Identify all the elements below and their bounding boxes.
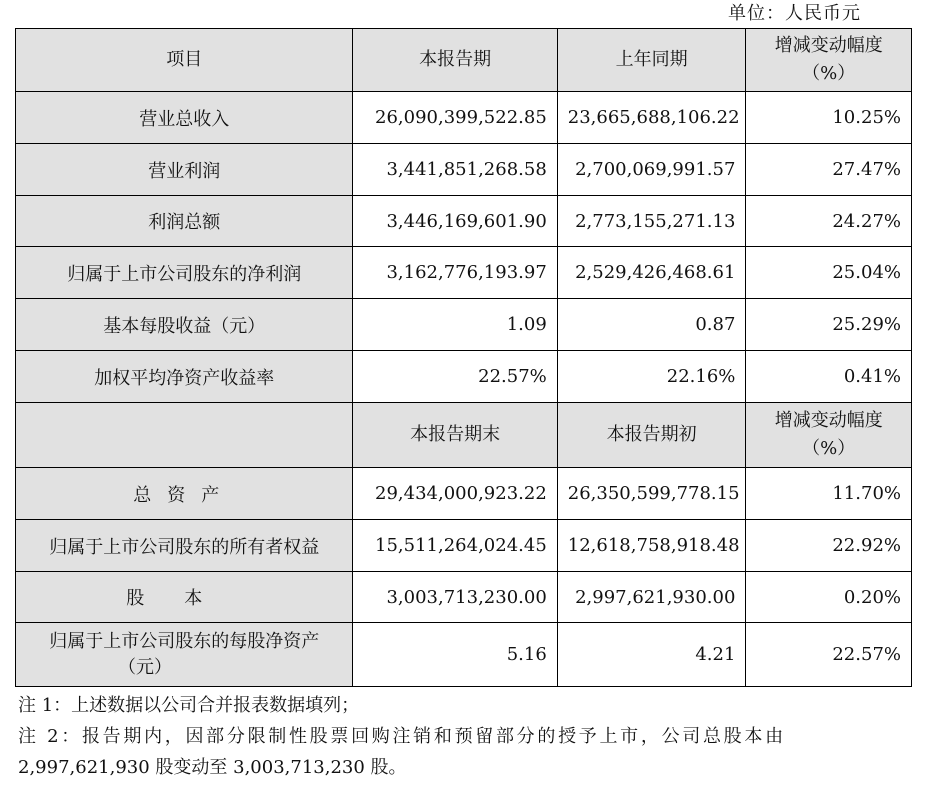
header-change <box>746 29 912 92</box>
prior-value: 22.16% <box>557 351 746 403</box>
change-value: 27.47% <box>746 144 912 196</box>
table-header-row <box>16 29 912 92</box>
row-label-text: 股本 <box>126 588 243 609</box>
current-value: 1.09 <box>353 299 557 351</box>
row-label: 营业利润 <box>16 144 353 196</box>
change-value: 25.29% <box>746 299 912 351</box>
prior-value: 23,665,688,106.22 <box>557 92 746 144</box>
end-value: 29,434,000,923.22 <box>353 468 557 520</box>
change-value: 11.70% <box>746 468 912 520</box>
row-label <box>16 572 353 623</box>
header-current-period: 本报告期 <box>353 29 557 92</box>
table-row <box>16 520 912 572</box>
end-value: 5.16 <box>353 623 557 687</box>
row-label: 加权平均净资产收益率 <box>16 351 353 403</box>
end-value: 15,511,264,024.45 <box>353 520 557 572</box>
begin-value: 12,618,758,918.48 <box>557 520 746 572</box>
row-label: 归属于上市公司股东的净利润 <box>16 247 353 299</box>
change-value: 24.27% <box>746 196 912 247</box>
row-label-line2: （元） <box>118 656 172 678</box>
row-label-line1: 归属于上市公司股东的每股净资产 <box>49 630 320 652</box>
table-row <box>16 623 912 687</box>
end-value: 3,003,713,230.00 <box>353 572 557 623</box>
table-row <box>16 196 912 247</box>
begin-value: 26,350,599,778.15 <box>557 468 746 520</box>
change-value: 0.41% <box>746 351 912 403</box>
row-label <box>16 468 353 520</box>
current-value: 3,446,169,601.90 <box>353 196 557 247</box>
header-change-line2: （%） <box>802 63 856 84</box>
subheader-change-line2: （%） <box>802 438 856 459</box>
change-value: 0.20% <box>746 572 912 623</box>
current-value: 3,441,851,268.58 <box>353 144 557 196</box>
subheader-change-line1: 增减变动幅度 <box>774 410 883 431</box>
header-change-line1: 增减变动幅度 <box>774 35 883 56</box>
subheader-item <box>16 403 353 468</box>
row-label: 利润总额 <box>16 196 353 247</box>
header-item: 项目 <box>16 29 353 92</box>
current-value: 22.57% <box>353 351 557 403</box>
prior-value: 2,529,426,468.61 <box>557 247 746 299</box>
subheader-change <box>746 403 912 468</box>
current-value: 3,162,776,193.97 <box>353 247 557 299</box>
table-row <box>16 351 912 403</box>
prior-value: 2,700,069,991.57 <box>557 144 746 196</box>
begin-value: 2,997,621,930.00 <box>557 572 746 623</box>
note-1: 注 1：上述数据以公司合并报表数据填列； <box>18 695 360 716</box>
header-prior-period: 上年同期 <box>557 29 746 92</box>
begin-value: 4.21 <box>557 623 746 687</box>
table-row <box>16 92 912 144</box>
prior-value: 2,773,155,271.13 <box>557 196 746 247</box>
table-row <box>16 247 912 299</box>
header-period-begin: 本报告期初 <box>557 403 746 468</box>
table-row <box>16 468 912 520</box>
table-row <box>16 572 912 623</box>
footnotes <box>18 690 898 783</box>
row-label-text: 总资产 <box>133 484 236 506</box>
row-label: 归属于上市公司股东的所有者权益 <box>16 520 353 572</box>
change-value: 22.57% <box>746 623 912 687</box>
note-2-line2: 2,997,621,930 股变动至 3,003,713,230 股。 <box>18 757 407 778</box>
table-row <box>16 144 912 196</box>
change-value: 10.25% <box>746 92 912 144</box>
note-2-line1: 注 2：报告期内，因部分限制性股票回购注销和预留部分的授予上市，公司总股本由 <box>18 726 786 747</box>
change-value: 22.92% <box>746 520 912 572</box>
row-label: 基本每股收益（元） <box>16 299 353 351</box>
current-value: 26,090,399,522.85 <box>353 92 557 144</box>
row-label: 营业总收入 <box>16 92 353 144</box>
change-value: 25.04% <box>746 247 912 299</box>
unit-label: 单位：人民币元 <box>728 3 861 24</box>
row-label <box>16 623 353 687</box>
table-subheader-row <box>16 403 912 468</box>
header-period-end: 本报告期末 <box>353 403 557 468</box>
financial-summary-table <box>15 28 912 687</box>
table-row <box>16 299 912 351</box>
prior-value: 0.87 <box>557 299 746 351</box>
